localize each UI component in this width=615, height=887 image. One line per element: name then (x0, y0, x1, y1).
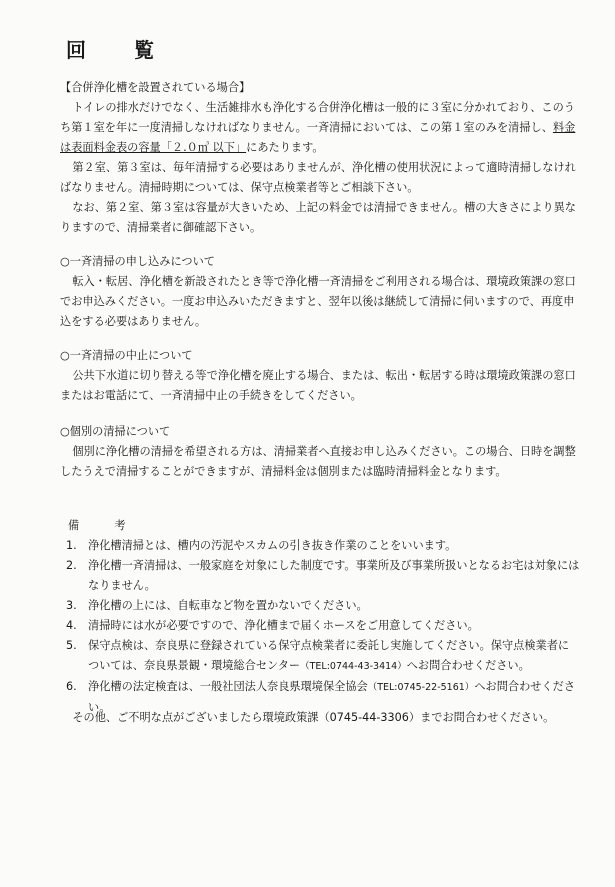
note-item: 6. 浄化槽の法定検査は、一般社団法人奈良県環境保全協会（TEL:0745-22-5161）へお問合わせください。 (66, 680, 576, 714)
section-individual-body: 個別に浄化槽の清掃を希望される方は、清掃業者へ直接お申し込みください。この場合、日時を調整したうえで清掃することができますが、清掃料金は個別または臨時清掃料金となります。 (60, 445, 576, 478)
section-cancel-heading: ○一斉清掃の中止について (60, 349, 193, 362)
section-apply (60, 252, 580, 332)
notes-title: 備 考 (68, 519, 138, 532)
para1-text: トイレの排水だけでなく、生活雑排水も浄化する合併浄化槽は一般的に３室に分かれており、このうち第１室を年に一度清掃しなければなりません。一斉清掃においては、この第１室のみを清掃し、 (60, 101, 575, 134)
note-item: 3. 浄化槽の上には、自転車など物を置かないでください。 (66, 599, 368, 612)
closing-text: その他、ご不明な点がございましたら環境政策課（0745-44-3306）までお問合わせください。 (72, 711, 555, 724)
fee-capacity-highlight: 料金は表面料金表の容量「２.０㎥ 以下」 (60, 121, 576, 154)
phone-number: （TEL:0745-22-5161） (367, 682, 475, 693)
phone-number: （TEL:0744-43-3414） (300, 661, 407, 672)
section-septic-heading: 【合併浄化槽を設置されている場合】 (60, 81, 251, 94)
section-septic-para3: なお、第２室、第３室は容量が大きいため、上記の料金では清掃できません。槽の大きさにより異なりますので、清掃業者に御確認下さい。 (60, 201, 576, 234)
para1-end: にあたります。 (246, 141, 324, 154)
notes-section (60, 516, 580, 718)
note-item: 5. 保守点検は、奈良県に登録されている保守点検業者に委託し実施してください。保守点検業者については、奈良県景観・環境総合センター（TEL:0744-43-3414）へお問合わせください。 (66, 639, 570, 672)
section-individual (60, 422, 580, 482)
section-apply-body: 転入・転居、浄化槽を新設されたとき等で浄化槽一斉清掃をご利用される場合は、環境政策課の窓口でお申込みください。一度お申込みいただきますと、翌年以後は継続して清掃に伺いますので、再度申込をする必要はありません。 (60, 275, 576, 328)
section-septic-para1 (60, 98, 580, 158)
note-item: 2. 浄化槽一斉清掃は、一般家庭を対象にした制度です。事業所及び事業所扱いとなるお宅は対象にはなりません。 (66, 559, 580, 592)
section-individual-heading: ○個別の清掃について (60, 425, 171, 438)
section-septic-para2: 第２室、第３室は、毎年清掃する必要はありませんが、浄化槽の使用状況によって適時清掃しなければなりません。清掃時期については、保守点検業者等とご相談下さい。 (60, 161, 576, 194)
section-apply-heading: ○一斉清掃の申し込みについて (60, 255, 215, 268)
section-cancel (60, 346, 580, 406)
section-septic (60, 78, 580, 238)
note-item: 4. 清掃時には水が必要ですので、浄化槽まで届くホースをご用意してください。 (66, 619, 479, 632)
note-item: 1. 浄化槽清掃とは、槽内の汚泥やスカムの引き抜き作業のことをいいます。 (66, 539, 457, 552)
page-title: 回 覧 (66, 38, 168, 62)
section-cancel-body: 公共下水道に切り替える等で浄化槽を廃止する場合、または、転出・転居する時は環境政策課の窓口またはお電話にて、一斉清掃中止の手続きをしてください。 (60, 369, 576, 402)
